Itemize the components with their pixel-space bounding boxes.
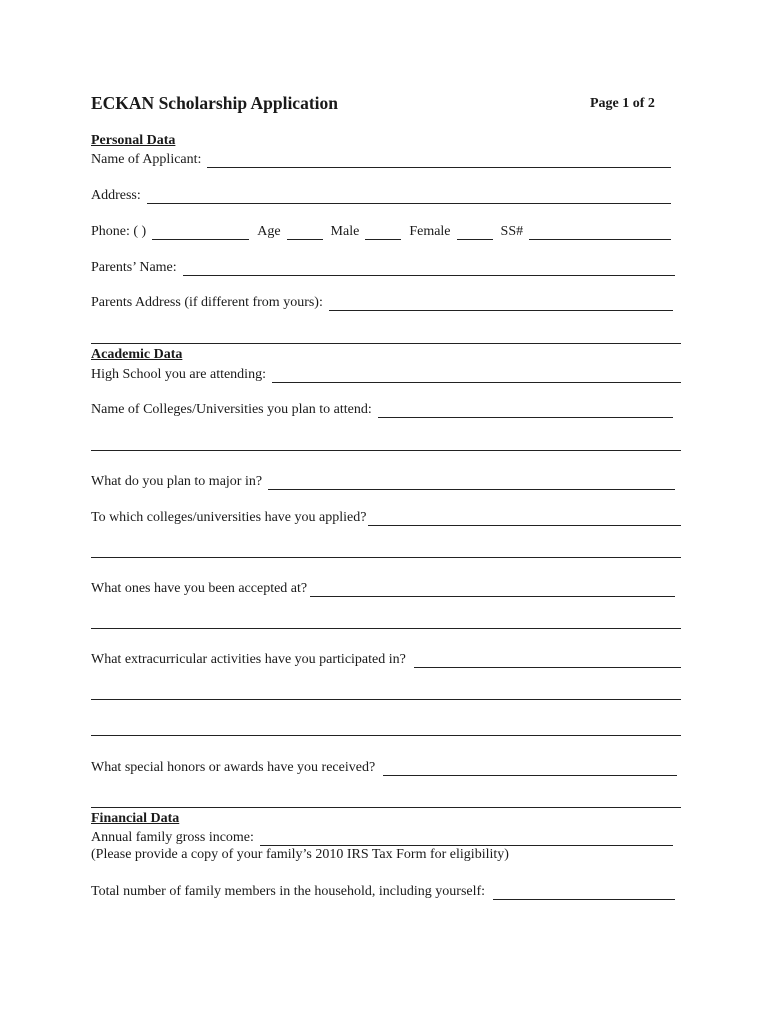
activities-line-2[interactable] (91, 699, 681, 700)
activities-line-3[interactable] (91, 735, 681, 736)
ss-label: SS# (500, 224, 524, 239)
address-field (91, 184, 681, 204)
address-blank[interactable] (147, 188, 671, 204)
family-members-blank[interactable] (493, 884, 675, 900)
name-of-applicant-label: Name of Applicant: (91, 152, 202, 167)
honors-field (91, 756, 681, 776)
accepted-line-2[interactable] (91, 628, 681, 629)
section-heading-academic: Academic Data (91, 347, 183, 362)
colleges-plan-blank[interactable] (378, 402, 673, 418)
parents-address-line-2[interactable] (91, 343, 681, 344)
honors-label: What special honors or awards have you received? (91, 760, 376, 775)
high-school-field (91, 363, 681, 383)
page-number: Page 1 of 2 (590, 96, 655, 111)
accepted-label: What ones have you been accepted at? (91, 581, 308, 596)
activities-field (91, 648, 681, 668)
high-school-label: High School you are attending: (91, 367, 266, 382)
accepted-field (91, 577, 681, 597)
major-label: What do you plan to major in? (91, 474, 263, 489)
income-field (91, 826, 681, 846)
female-blank[interactable] (457, 224, 493, 240)
major-field (91, 470, 681, 490)
applied-field (91, 506, 681, 526)
income-blank[interactable] (260, 830, 673, 846)
age-label: Age (257, 224, 281, 239)
colleges-plan-label: Name of Colleges/Universities you plan to attend: (91, 402, 372, 417)
family-members-field (91, 880, 681, 900)
parents-name-field (91, 256, 681, 276)
phone-label: Phone: ( ) (91, 224, 147, 239)
colleges-plan-line-2[interactable] (91, 450, 681, 451)
male-label: Male (330, 224, 360, 239)
applied-label: To which colleges/universities have you applied? (91, 510, 367, 525)
honors-line-2[interactable] (91, 807, 681, 808)
honors-blank[interactable] (383, 760, 677, 776)
name-of-applicant-blank[interactable] (207, 152, 671, 168)
parents-name-label: Parents’ Name: (91, 260, 177, 275)
age-blank[interactable] (287, 224, 323, 240)
form-title: ECKAN Scholarship Application (91, 93, 338, 113)
accepted-blank[interactable] (310, 581, 675, 597)
applied-blank[interactable] (368, 510, 681, 526)
female-label: Female (409, 224, 451, 239)
income-label: Annual family gross income: (91, 830, 254, 845)
parents-address-label: Parents Address (if different from yours): (91, 295, 323, 310)
parents-address-field (91, 291, 681, 311)
male-blank[interactable] (365, 224, 401, 240)
activities-blank[interactable] (414, 652, 681, 668)
ss-blank[interactable] (529, 224, 671, 240)
phone-age-gender-ss-row (91, 220, 681, 240)
name-of-applicant-field (91, 148, 681, 168)
address-label: Address: (91, 188, 141, 203)
colleges-plan-field (91, 398, 681, 418)
applied-line-2[interactable] (91, 557, 681, 558)
high-school-blank[interactable] (272, 367, 681, 383)
parents-address-blank[interactable] (329, 295, 673, 311)
section-heading-personal: Personal Data (91, 133, 176, 148)
phone-blank[interactable] (152, 224, 249, 240)
activities-label: What extracurricular activities have you participated in? (91, 652, 406, 667)
income-note: (Please provide a copy of your family’s 2010 IRS Tax Form for eligibility) (91, 847, 509, 862)
major-blank[interactable] (268, 474, 675, 490)
section-heading-financial: Financial Data (91, 811, 180, 826)
family-members-label: Total number of family members in the household, including yourself: (91, 884, 486, 899)
parents-name-blank[interactable] (183, 260, 675, 276)
